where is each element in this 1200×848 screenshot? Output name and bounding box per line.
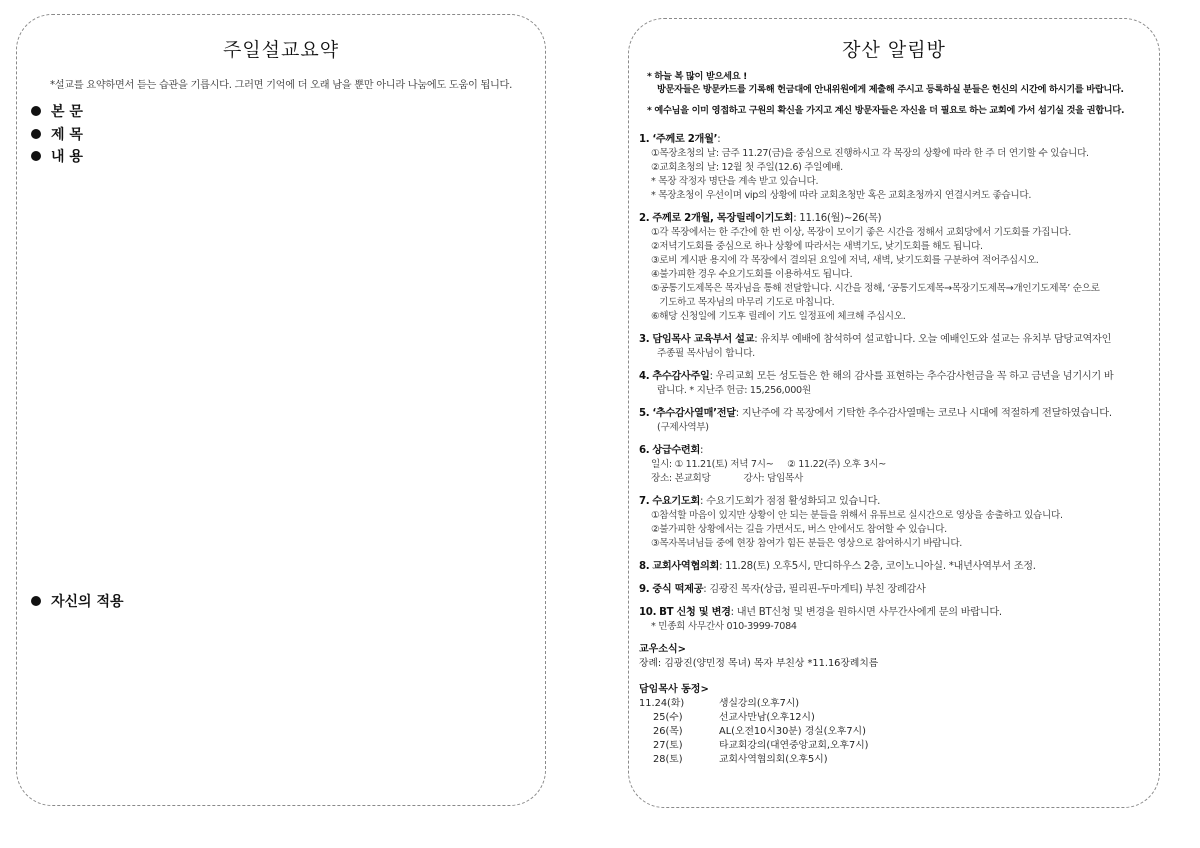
announcement-item [639, 407, 1149, 435]
announcement-text: : [700, 445, 704, 456]
bullet-dot-icon [31, 151, 41, 161]
announcement-subline: 일시: ① 11.21(토) 저녁 7시~ ② 11.22(주) 오후 3시~ [651, 459, 886, 470]
announcement-number: 6. [639, 445, 650, 456]
schedule-date: 27(토) [653, 740, 683, 751]
announcement-text: : 수요기도회가 점점 활성화되고 있습니다. [700, 496, 881, 507]
notice-line: * 하늘 복 많이 받으세요 ! [647, 71, 748, 82]
announcement-number: 1. [639, 134, 650, 145]
announcement-subline: * 민종희 사무간사 010-3999-7084 [651, 621, 797, 632]
schedule-date: 28(토) [653, 754, 683, 765]
announcement-text: : 유치부 예배에 참석하여 설교합니다. 오늘 예배인도와 설교는 유치부 담당교역자인 [754, 334, 1112, 345]
field-label: 내 용 [51, 149, 83, 165]
schedule-row [639, 739, 1149, 753]
announcement-continuation: 주종필 목사님이 합니다. [657, 348, 755, 359]
announcement-head [639, 407, 1149, 421]
announcement-subline: ①참석할 마음이 있지만 상황이 안 되는 분들을 위해서 유튜브로 실시간으로 영상을 송출하고 있습니다. [651, 510, 1063, 521]
bullet-dot-icon [31, 129, 41, 139]
field-scripture [31, 101, 83, 121]
announcement-number: 7. [639, 496, 650, 507]
announcement-subline: ①목장초청의 날: 금주 11.27(금)을 중심으로 진행하시고 각 목장의 상황에 따라 한 주 더 연기할 수 있습니다. [651, 148, 1089, 159]
announcement-subline: ③목자목녀님들 중에 현장 참여가 힘든 분들은 영상으로 참여하시기 바랍니다. [651, 538, 963, 549]
announcement-head [639, 583, 1149, 597]
member-news [639, 643, 1149, 671]
announcement-head [639, 333, 1149, 347]
announcement-number: 8. [639, 561, 650, 572]
announcement-label: 교회사역협의회 [652, 561, 720, 572]
announcement-label: 담임목사 교육부서 설교 [652, 334, 755, 345]
announcement-subline: ⑥해당 신청일에 기도후 릴레이 기도 일정표에 체크해 주십시오. [651, 311, 906, 322]
announcement-number: 10. [639, 607, 657, 618]
bullet-dot-icon [31, 106, 41, 116]
schedule-event: 선교사만남(오후12시) [719, 712, 815, 723]
sermon-summary-title: 주일설교요약 [222, 39, 340, 61]
announcement-subline: ②불가피한 상황에서는 길을 가면서도, 버스 안에서도 참여할 수 있습니다. [651, 524, 947, 535]
schedule-row [639, 753, 1149, 767]
announcement-text: : 김광진 목자(상급, 필리핀-두마게티) 부친 장례감사 [703, 584, 926, 595]
sermon-summary-hint: *설교를 요약하면서 듣는 습관을 기릅시다. 그러면 기억에 더 오래 남을 뿐만 아니라 나눔에도 도움이 됩니다. [49, 80, 513, 91]
schedule-date: 25(수) [653, 712, 683, 723]
announcement-number: 4. [639, 371, 650, 382]
announcements-panel [628, 18, 1160, 808]
pastor-schedule-heading: 담임목사 동정> [639, 684, 709, 695]
announcement-item [639, 444, 1149, 486]
field-label: 제 목 [51, 127, 83, 143]
announcement-label: 수요기도회 [652, 496, 701, 507]
field-content [31, 146, 83, 166]
announcements-title: 장산 알림방 [842, 39, 946, 61]
announcement-head [639, 606, 1149, 620]
schedule-event: 타교회강의(대연중앙교회,오후7시) [719, 740, 869, 751]
schedule-row [639, 697, 1149, 711]
announcement-subline: ①각 목장에서는 한 주간에 한 번 이상, 목장이 모이기 좋은 시간을 정해서 교회당에서 기도회를 가집니다. [651, 227, 1071, 238]
announcement-text: : 11.16(월)~26(목) [793, 213, 882, 224]
announcement-text: : 지난주에 각 목장에서 기탁한 추수감사열매는 코로나 시대에 적절하게 전달하였습니다. [735, 408, 1112, 419]
announcement-subline: * 목장초청이 우선이며 vip의 상황에 따라 교회초청만 혹은 교회초청까지 연결시켜도 좋습니다. [651, 190, 1032, 201]
announcement-subline: ②교회초청의 날: 12월 첫 주일(12.6) 주일예배. [651, 162, 843, 173]
announcement-head [639, 212, 1149, 226]
schedule-date: 11.24(화) [639, 698, 685, 709]
announcement-head [639, 495, 1149, 509]
announcement-subline: ③로비 게시판 용지에 각 목장에서 결의된 요일에 저녁, 새벽, 낮기도회를 구분하여 적어주십시오. [651, 255, 1039, 266]
announcement-subline: 기도하고 목자님의 마무리 기도로 마칩니다. [651, 297, 835, 308]
announcement-item [639, 583, 1149, 597]
announcement-label: ‘추수감사열매’전달 [652, 408, 736, 419]
announcement-item [639, 333, 1149, 361]
pastor-schedule [639, 683, 1149, 767]
announcement-continuation: 랍니다. * 지난주 헌금: 15,256,000원 [657, 385, 811, 396]
announcement-continuation: (구제사역부) [657, 422, 709, 433]
announcement-text: : [717, 134, 721, 145]
announcement-text: : 우리교회 모든 성도들은 한 해의 감사를 표현하는 추수감사헌금을 꼭 하고 금년을 넘기시기 바 [709, 371, 1114, 382]
announcement-label: 주께로 2개월, 목장릴레이기도회 [652, 213, 794, 224]
announcement-number: 3. [639, 334, 650, 345]
field-title [31, 124, 83, 144]
schedule-event: 교회사역협의회(오후5시) [719, 754, 828, 765]
announcement-item [639, 370, 1149, 398]
pastor-schedule-rows [639, 697, 1149, 767]
member-news-heading: 교우소식> [639, 644, 687, 655]
member-news-text: 장례: 김광진(양민정 목녀) 목자 부친상 *11.16장례치름 [639, 658, 879, 669]
announcement-text: : 11.28(토) 오후5시, 만디하우스 2층, 코이노니아실. *내년사역부서 조정. [719, 561, 1036, 572]
field-application [31, 591, 124, 611]
announcement-head [639, 444, 1149, 458]
bullet-dot-icon [31, 596, 41, 606]
announcement-text: : 내년 BT신청 및 변경을 원하시면 사무간사에게 문의 바랍니다. [730, 607, 1002, 618]
announcement-label: 중식 떡제공 [652, 584, 704, 595]
notice-line: 방문자들은 방문카드를 기록해 헌금대에 안내위원에게 제출해 주시고 등록하실 분들은 헌신의 시간에 하시기를 바랍니다. [657, 84, 1124, 95]
announcement-item [639, 495, 1149, 551]
schedule-row [639, 725, 1149, 739]
announcement-item [639, 212, 1149, 324]
announcement-label: 추수감사주일 [652, 371, 710, 382]
announcement-item [639, 606, 1149, 634]
announcement-subline: ④불가피한 경우 수요기도회를 이용하셔도 됩니다. [651, 269, 853, 280]
field-label: 자신의 적용 [51, 594, 124, 610]
announcement-head [639, 560, 1149, 574]
announcement-head [639, 370, 1149, 384]
announcement-head [639, 133, 1149, 147]
announcement-label: ‘주께로 2개월’ [652, 134, 718, 145]
announcement-label: 상급수련회 [652, 445, 701, 456]
announcement-number: 2. [639, 213, 650, 224]
visitor-notice [647, 70, 1159, 117]
announcement-number: 5. [639, 408, 650, 419]
announcement-subline: * 목장 작정자 명단을 계속 받고 있습니다. [651, 176, 819, 187]
announcement-item [639, 560, 1149, 574]
announcement-label: BT 신청 및 변경 [659, 607, 731, 618]
announcement-item [639, 133, 1149, 203]
sermon-summary-panel [16, 14, 546, 806]
field-label: 본 문 [51, 104, 83, 120]
schedule-row [639, 711, 1149, 725]
announcement-subline: ②저녁기도회를 중심으로 하나 상황에 따라서는 새벽기도, 낮기도회를 해도 됩니다. [651, 241, 983, 252]
schedule-event: AL(오전10시30분) 경실(오후7시) [719, 726, 866, 737]
notice-line: * 예수님을 이미 영접하고 구원의 확신을 가지고 계신 방문자들은 자신을 더 필요로 하는 교회에 가서 섬기실 것을 권합니다. [647, 105, 1125, 116]
announcement-subline: 장소: 본교회당 강사: 담임목사 [651, 473, 803, 484]
announcement-list [639, 133, 1149, 634]
schedule-event: 생실강의(오후7시) [719, 698, 800, 709]
announcement-number: 9. [639, 584, 650, 595]
schedule-date: 26(목) [653, 726, 683, 737]
announcement-subline: ⑤공통기도제목은 목자님을 통해 전달합니다. 시간을 정해, ‘공통기도제목→목장기도제목→개인기도제목’ 순으로 [651, 283, 1100, 294]
